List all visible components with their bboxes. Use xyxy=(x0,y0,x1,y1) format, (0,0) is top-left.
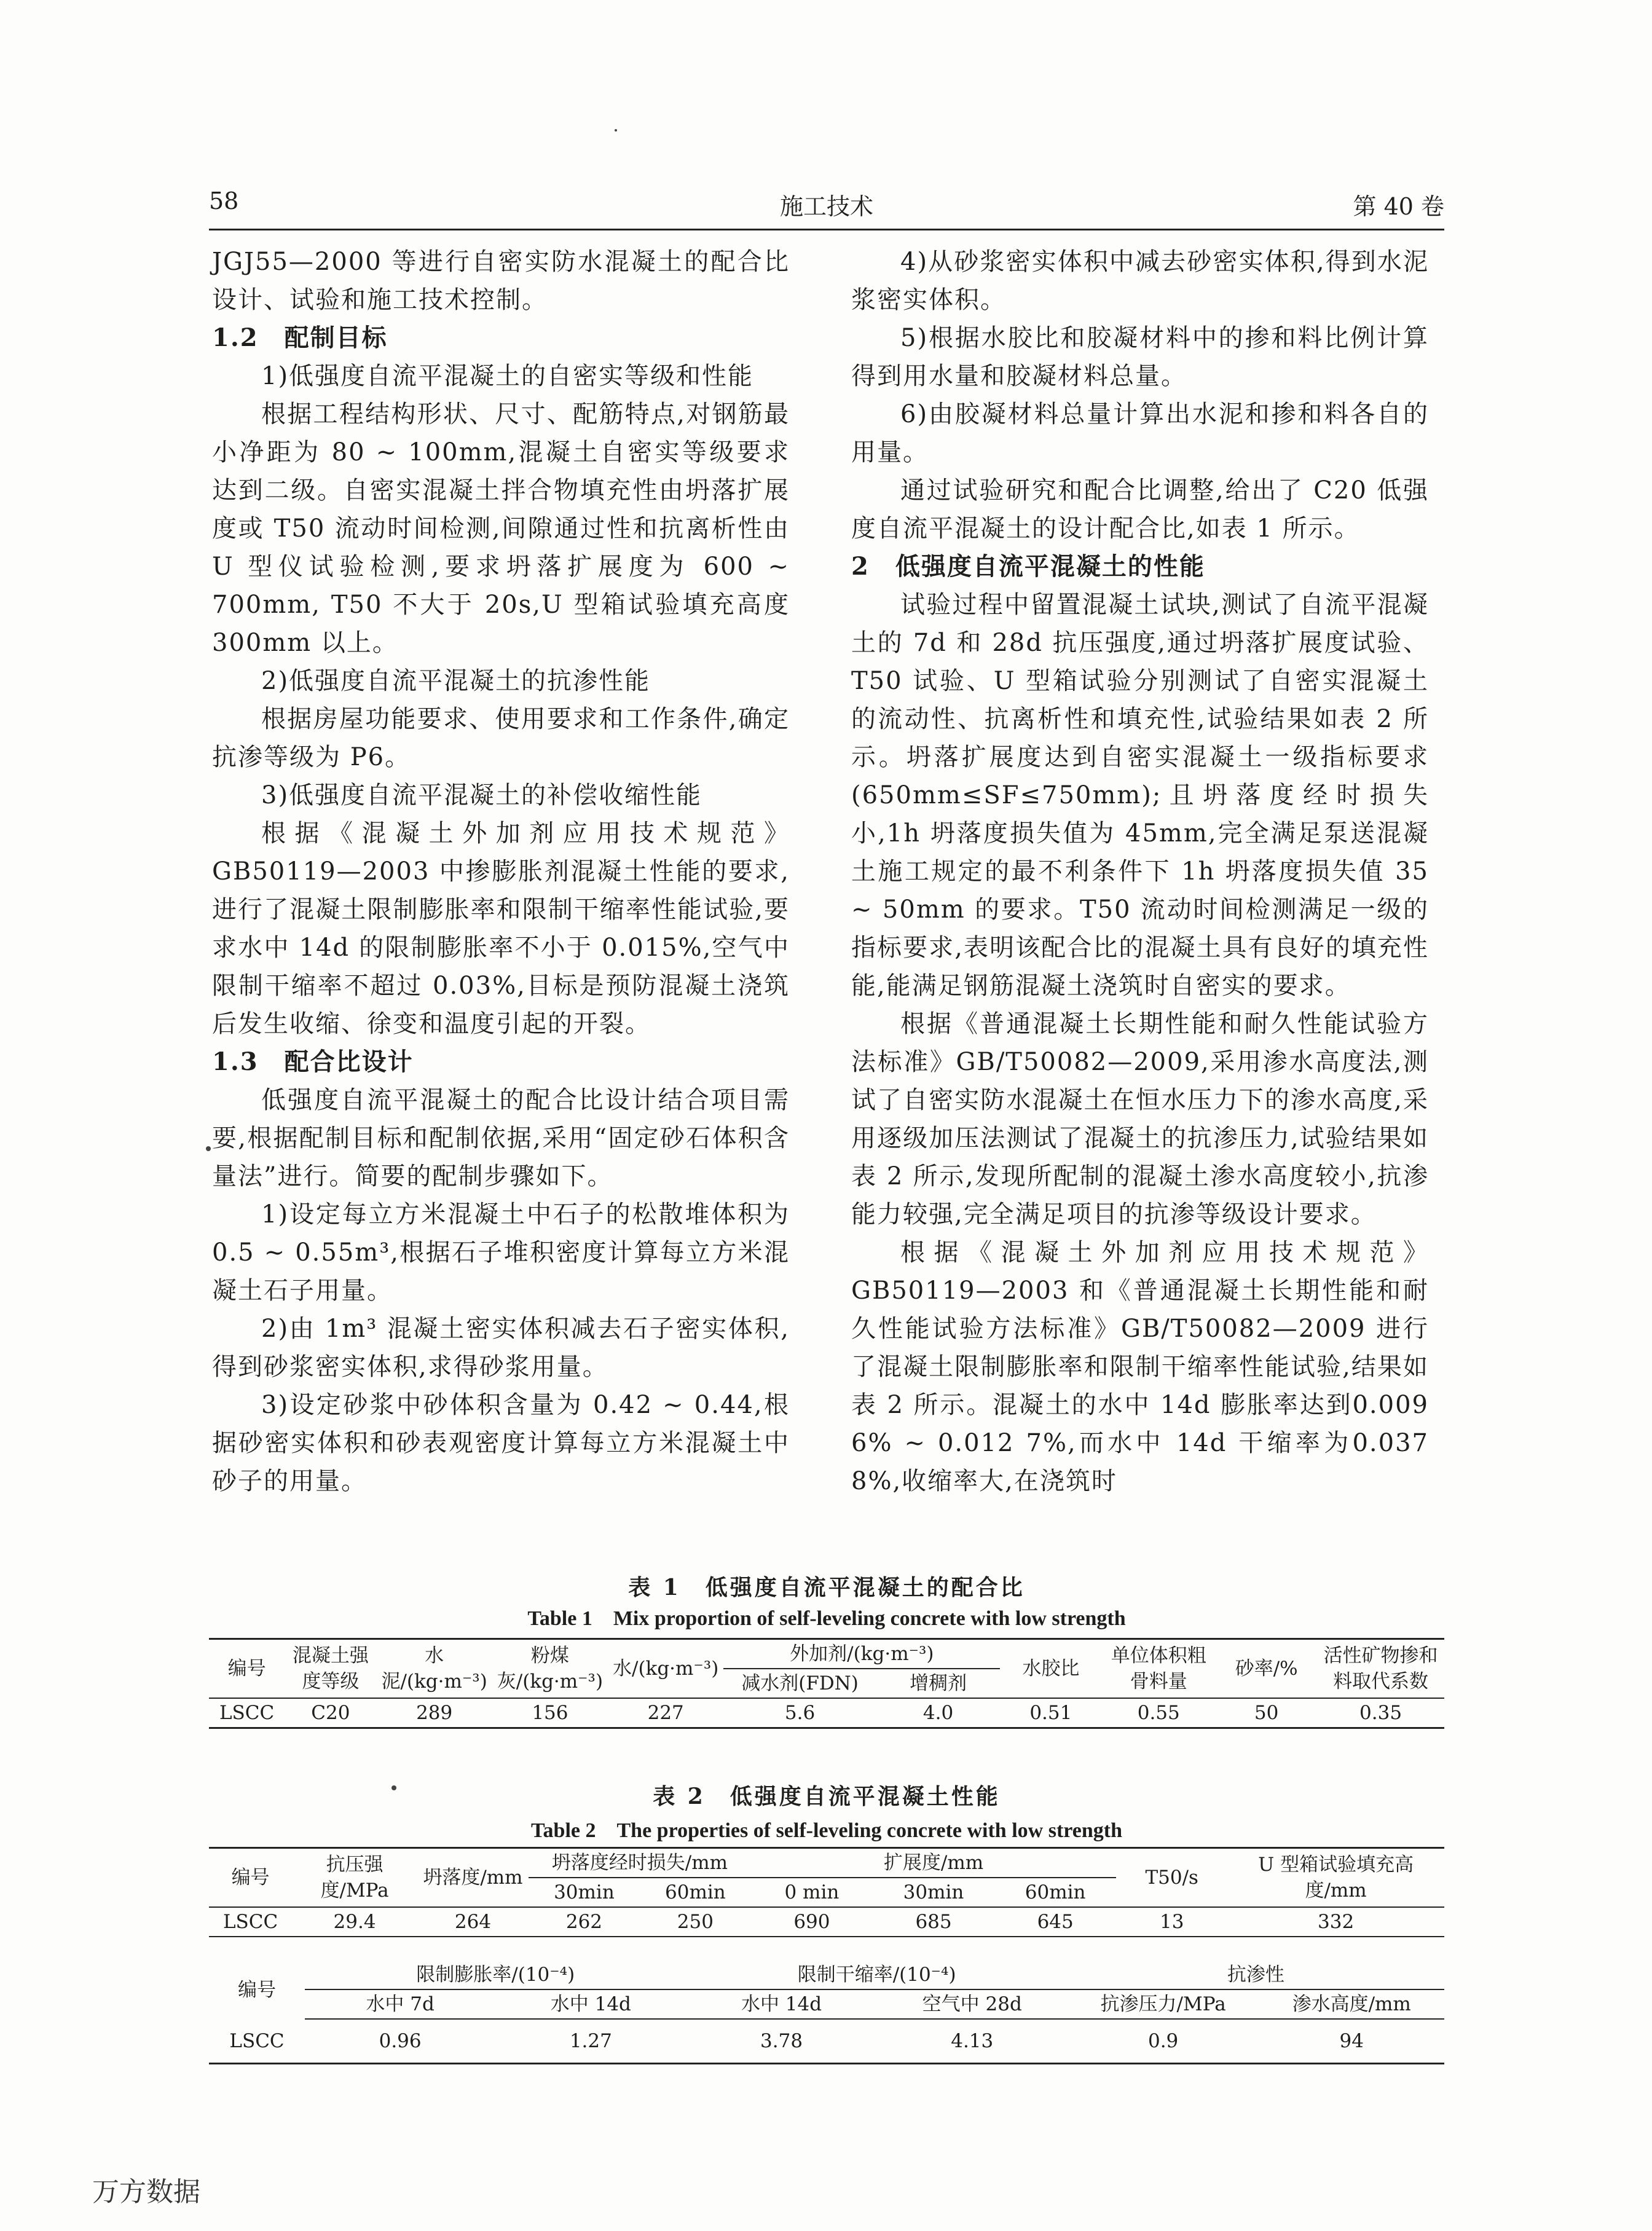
table1-header-fdn: 减水剂(FDN) xyxy=(723,1669,876,1698)
table1-cell: 0.51 xyxy=(1000,1698,1101,1728)
table2-cell: LSCC xyxy=(229,2029,285,2052)
table1-header-water: 水/(kg·m⁻³) xyxy=(613,1658,719,1680)
table2-header2-id: 编号 xyxy=(238,1978,277,2001)
table2-part2 xyxy=(209,1961,1444,2064)
table1-header-sand-ratio: 砂率/% xyxy=(1235,1658,1298,1680)
paragraph: 5)根据水胶比和胶凝材料中的掺和料比例计算得到用水量和胶凝材料总量。 xyxy=(851,324,1429,390)
scan-speck xyxy=(391,1785,396,1790)
table2-cell: 94 xyxy=(1339,2030,1364,2052)
table2-cell: 29.4 xyxy=(292,1907,417,1937)
table1-cell: LSCC xyxy=(209,1698,285,1728)
table1-caption-cn: 表 1 低强度自流平混凝土的配合比 xyxy=(628,1575,1025,1600)
watermark: 万方数据 xyxy=(92,2176,200,2208)
table1 xyxy=(209,1638,1444,1729)
table1-cell: 50 xyxy=(1216,1698,1317,1728)
table2-cell: 685 xyxy=(873,1907,994,1937)
table2-header-slump: 坍落度/mm xyxy=(423,1867,523,1889)
table2-data-row xyxy=(209,1907,1444,1937)
table2-cell: 4.13 xyxy=(951,2030,994,2052)
table1-header-flyash: 粉煤灰/(kg·m⁻³) xyxy=(497,1645,604,1693)
table2-header-shrinkage: 限制干缩率/(10⁻⁴) xyxy=(686,1961,1067,1989)
table2-cell: 262 xyxy=(529,1907,640,1937)
table2-header-pressure: 抗渗压力/MPa xyxy=(1068,1989,1259,2019)
table2-header-row xyxy=(209,1848,1444,1878)
scan-speck xyxy=(615,129,617,132)
table2-header-spread: 扩展度/mm xyxy=(751,1848,1116,1878)
table1-header-grade: 混凝土强度等级 xyxy=(292,1645,369,1693)
table1-cell: 289 xyxy=(377,1698,492,1728)
table2-cell: 13 xyxy=(1116,1907,1227,1937)
paragraph: 根据《混凝土外加剂应用技术规范》GB50119—2003 中掺膨胀剂混凝土性能的要求,进行了混凝土限制膨胀率和限制干缩率性能试验,要求水中 14d 的限制膨胀率不小于 0.015%,空气中限制干缩率不超过 0.03%,目标是预防混凝土浇筑后发生收缩、徐变和温度引起的开裂。 xyxy=(212,819,790,1038)
page-header xyxy=(209,187,1444,224)
scan-speck xyxy=(206,1146,211,1151)
paragraph: 2)低强度自流平混凝土的抗渗性能 xyxy=(261,667,651,695)
table1-header-id: 编号 xyxy=(227,1658,266,1680)
section-heading: 1.3 配合比设计 xyxy=(212,1047,414,1076)
paragraph: 低强度自流平混凝土的配合比设计结合项目需要,根据配制目标和配制依据,采用“固定砂石体积含量法”进行。简要的配制步骤如下。 xyxy=(212,1086,790,1190)
table2-cell: 332 xyxy=(1227,1907,1444,1937)
table1-cell: 227 xyxy=(608,1698,723,1728)
table2-cell: 0.96 xyxy=(379,2030,422,2052)
table2-caption-en: Table 2 The properties of self-leveling concrete with low strength xyxy=(531,1819,1122,1842)
table1-cell: 0.55 xyxy=(1101,1698,1216,1728)
page-number: 58 xyxy=(209,187,239,214)
table2-cell: 250 xyxy=(640,1907,751,1937)
table2-cell: 0.9 xyxy=(1147,2030,1179,2052)
table2-cell: 3.78 xyxy=(760,2030,803,2052)
paragraph: 1)设定每立方米混凝土中石子的松散堆体积为 0.5 ~ 0.55m³,根据石子堆积密度计算每立方米混凝土石子用量。 xyxy=(212,1200,790,1305)
table2-cell: 1.27 xyxy=(569,2030,612,2052)
paragraph: 1)低强度自流平混凝土的自密实等级和性能 xyxy=(261,362,754,390)
right-column xyxy=(851,243,1429,1500)
section-heading: 1.2 配制目标 xyxy=(212,323,388,352)
table2-caption-cn: 表 2 低强度自流平混凝土性能 xyxy=(653,1784,1001,1809)
table1-data-row xyxy=(209,1698,1444,1728)
table1-caption-en: Table 1 Mix proportion of self-leveling concrete with low strength xyxy=(527,1607,1126,1630)
paragraph: 3)低强度自流平混凝土的补偿收缩性能 xyxy=(261,781,702,809)
table2-header-id: 编号 xyxy=(231,1867,270,1889)
table2-header-0min: 0 min xyxy=(751,1878,873,1907)
paragraph: 2)由 1m³ 混凝土密实体积减去石子密实体积,得到砂浆密实体积,求得砂浆用量。 xyxy=(212,1315,790,1381)
table2-header-exp7d: 水中 7d xyxy=(305,1989,495,2019)
table2-header-slump-loss: 坍落度经时损失/mm xyxy=(529,1848,751,1878)
table2-cell: 690 xyxy=(751,1907,873,1937)
table1-header-thickener: 增稠剂 xyxy=(876,1669,1001,1698)
table2-header-ubox: U 型箱试验填充高度/mm xyxy=(1258,1854,1414,1902)
table2-header2-row xyxy=(209,1961,1444,1989)
table2-cell: 645 xyxy=(994,1907,1116,1937)
table2-header-t50: T50/s xyxy=(1145,1867,1198,1889)
paragraph: 3)设定砂浆中砂体积含量为 0.42 ~ 0.44,根据砂密实体积和砂表观密度计算每立方米混凝土中砂子的用量。 xyxy=(212,1391,790,1495)
table1-cell: 156 xyxy=(492,1698,608,1728)
table1-cell: 0.35 xyxy=(1317,1698,1444,1728)
paragraph: 根据《混凝土外加剂应用技术规范》GB50119—2003 和《普通混凝土长期性能和耐久性能试验方法标准》GB/T50082—2009 进行了混凝土限制膨胀率和限制干缩率性能试验,结果如表 2 所示。混凝土的水中 14d 膨胀率达到0.009 6% ~ 0.012 7%,而水中 14d 干缩率为0.037 8%,收缩率大,在浇筑时 xyxy=(851,1238,1429,1495)
table2-header-expansion: 限制膨胀率/(10⁻⁴) xyxy=(305,1961,686,1989)
table1-cell: 5.6 xyxy=(723,1698,876,1728)
table2-header-30min: 30min xyxy=(529,1878,640,1907)
table2-header-shr14d: 水中 14d xyxy=(686,1989,876,2019)
table2-subheader2-row xyxy=(209,1989,1444,2019)
table2-header-s30min: 30min xyxy=(873,1878,994,1907)
table1-cell: C20 xyxy=(285,1698,376,1728)
paragraph: 根据《普通混凝土长期性能和耐久性能试验方法标准》GB/T50082—2009,采用渗水高度法,测试了自密实防水混凝土在恒水压力下的渗水高度,采用逐级加压法测试了混凝土的抗渗压力,试验结果如表 2 所示,发现所配制的混凝土渗水高度较小,抗渗能力较强,完全满足项目的抗渗等级设计要求。 xyxy=(851,1010,1429,1229)
table1-header-coarse: 单位体积粗骨料量 xyxy=(1111,1645,1206,1693)
volume-label: 第 40 卷 xyxy=(1353,193,1444,220)
paragraph: 根据房屋功能要求、使用要求和工作条件,确定抗渗等级为 P6。 xyxy=(212,705,790,771)
header-rule xyxy=(209,229,1444,230)
journal-title: 施工技术 xyxy=(779,193,873,220)
paragraph: 通过试验研究和配合比调整,给出了 C20 低强度自流平混凝土的设计配合比,如表 1 所示。 xyxy=(851,476,1429,543)
paragraph: JGJ55—2000 等进行自密实防水混凝土的配合比设计、试验和施工技术控制。 xyxy=(212,248,790,314)
table2-part1 xyxy=(209,1847,1444,1937)
table2-cell: 264 xyxy=(417,1907,529,1937)
table2-header-impermeability: 抗渗性 xyxy=(1068,1961,1444,1989)
paragraph: 试验过程中留置混凝土试块,测试了自流平混凝土的 7d 和 28d 抗压强度,通过坍落扩展度试验、T50 试验、U 型箱试验分别测试了自密实混凝土的流动性、抗离析性和填充性,试验结果如表 2 所示。坍落扩展度达到自密实混凝土一级指标要求(650mm≤SF≤750mm);且坍落度经时损失小,1h 坍落度损失值为 45mm,完全满足泵送混凝土施工规定的最不利条件下 1h 坍落度损失值 35 ~ 50mm 的要求。T50 流动时间检测满足一级的指标要求,表明该配合比的混凝土具有良好的填充性能,能满足钢筋混凝土浇筑时自密实的要求。 xyxy=(851,591,1429,1000)
section-heading: 2 低强度自流平混凝土的性能 xyxy=(851,552,1205,581)
table2-header-strength: 抗压强度/MPa xyxy=(320,1854,389,1902)
table2-header-s60min: 60min xyxy=(994,1878,1116,1907)
paragraph: 6)由胶凝材料总量计算出水泥和掺和料各自的用量。 xyxy=(851,400,1429,466)
table1-cell: 4.0 xyxy=(876,1698,1001,1728)
left-column xyxy=(212,243,790,1500)
table2-header-height: 渗水高度/mm xyxy=(1259,1989,1444,2019)
table2-cell: LSCC xyxy=(209,1907,292,1937)
table1-header-admixture: 外加剂/(kg·m⁻³) xyxy=(723,1639,1000,1669)
table2-header-exp14d: 水中 14d xyxy=(495,1989,686,2019)
table1-header-cement: 水泥/(kg·m⁻³) xyxy=(381,1645,487,1693)
paragraph: 根据工程结构形状、尺寸、配筋特点,对钢筋最小净距为 80 ~ 100mm,混凝土自密实等级要求达到二级。自密实混凝土拌合物填充性由坍落扩展度或 T50 流动时间检测,间隙通过性和抗离析性由 U 型仪试验检测,要求坍落扩展度为 600 ~ 700mm, T50 不大于 20s,U 型箱试验填充高度 300mm 以上。 xyxy=(212,400,790,657)
table2-data2-row xyxy=(209,2019,1444,2064)
table2-header-shr28d: 空气中 28d xyxy=(877,1989,1068,2019)
table1-header-wb-ratio: 水胶比 xyxy=(1022,1658,1080,1680)
table1-header-mineral: 活性矿物掺和料取代系数 xyxy=(1323,1645,1438,1693)
table2-header-60min: 60min xyxy=(640,1878,751,1907)
paragraph: 4)从砂浆密实体积中减去砂密实体积,得到水泥浆密实体积。 xyxy=(851,248,1429,314)
table1-header-row xyxy=(209,1639,1444,1669)
